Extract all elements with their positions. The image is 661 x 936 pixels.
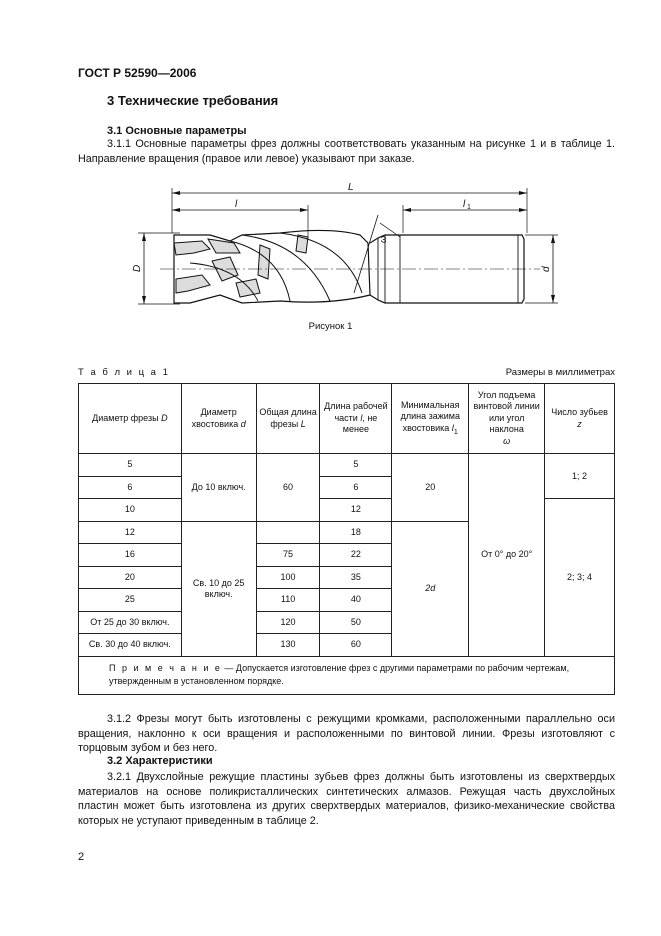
- header-shank-diameter: Диаметр хвостовика d: [181, 384, 256, 454]
- label-l1: l: [463, 199, 466, 210]
- cell-D: 12: [79, 521, 182, 544]
- header-cutter-diameter: Диаметр фрезы D: [79, 384, 182, 454]
- header-clamp-length: Минимальная длина зажима хвостовика $l_1$: [392, 384, 469, 454]
- cell-l: 6: [320, 476, 392, 499]
- parameters-table: [78, 383, 615, 695]
- table-row: [79, 454, 615, 477]
- cell-l1: 2d: [392, 521, 469, 656]
- cell-z: 2; 3; 4: [545, 499, 615, 657]
- figure-caption: Рисунок 1: [308, 321, 353, 332]
- cutter-drawing: [130, 183, 560, 313]
- cell-L: 75: [256, 544, 320, 567]
- cell-l: 60: [320, 634, 392, 657]
- table-note: [79, 656, 615, 694]
- label-l: l: [235, 199, 238, 210]
- label-omega: ω: [378, 235, 388, 243]
- label-D: D: [132, 264, 143, 272]
- cell-L: 100: [256, 566, 320, 589]
- cell-omega: От 0° до 20°: [469, 454, 545, 657]
- cell-l: 18: [320, 521, 392, 544]
- cell-l1: 20: [392, 454, 469, 522]
- table-units: Размеры в миллиметрах: [505, 367, 615, 378]
- label-l1-subscript: 1: [467, 204, 471, 211]
- cell-d: До 10 включ.: [181, 454, 256, 522]
- cell-L: 60: [256, 454, 320, 522]
- section-title: 3 Технические требования: [107, 93, 279, 108]
- subsection-title-3-1: 3.1 Основные параметры: [107, 125, 247, 137]
- cell-L: [256, 521, 320, 544]
- table-note-row: [79, 656, 615, 694]
- paragraph-3-1-2: 3.1.2 Фрезы могут быть изготовлены с режущими кромками, расположенными параллельно оси вращения, наклонно к оси вращения и расположенными по винтовой линии. Фрезы изготовляют с торцовым зубом и без него.: [78, 713, 615, 754]
- cell-D: 6: [79, 476, 182, 499]
- cell-D: 5: [79, 454, 182, 477]
- cell-l: 35: [320, 566, 392, 589]
- cell-z: 1; 2: [545, 454, 615, 499]
- label-d: d: [541, 266, 552, 272]
- cell-L: 130: [256, 634, 320, 657]
- note-label: П р и м е ч а н и е: [109, 663, 222, 673]
- standard-header: ГОСТ Р 52590—2006: [78, 66, 197, 80]
- cell-l: 40: [320, 589, 392, 612]
- cell-D: От 25 до 30 включ.: [79, 611, 182, 634]
- cell-L: 110: [256, 589, 320, 612]
- subsection-title-3-2: 3.2 Характеристики: [107, 755, 213, 767]
- cell-D: 10: [79, 499, 182, 522]
- cell-d: Св. 10 до 25 включ.: [181, 521, 256, 656]
- cell-D: Св. 30 до 40 включ.: [79, 634, 182, 657]
- cell-l: 5: [320, 454, 392, 477]
- header-total-length: Общая длина фрезы L: [256, 384, 320, 454]
- page-number: 2: [78, 851, 85, 863]
- table-header-row: [79, 384, 615, 454]
- cell-l: 50: [320, 611, 392, 634]
- cell-D: 25: [79, 589, 182, 612]
- cell-l: 22: [320, 544, 392, 567]
- header-teeth-count: Число зубьев z: [545, 384, 615, 454]
- note-text: — Допускается изготовление фрез с другими параметрами по рабочим чертежам, утвержденным в установленном порядке.: [109, 663, 570, 686]
- paragraph-3-2-1: 3.2.1 Двухслойные режущие пластины зубьев фрез должны быть изготовлены из сверхтвердых материалов на основе поликристаллических синтетических алмазов. Режущая часть двухслойных пластин может быть изготовлена из других сверхтвердых материалов, физико-механические свойства которых не уступают приведенным в таблице 2.: [78, 771, 615, 827]
- paragraph-3-1-1: 3.1.1 Основные параметры фрез должны соответствовать указанным на рисунке 1 и в таблице 1. Направление вращения (правое или левое) указывают при заказе.: [78, 138, 615, 165]
- cell-D: 20: [79, 566, 182, 589]
- table-caption: Т а б л и ц а 1: [78, 367, 170, 378]
- cell-l: 12: [320, 499, 392, 522]
- cell-L: 120: [256, 611, 320, 634]
- header-working-length: Длина рабочей части l, не менее: [320, 384, 392, 454]
- label-L: L: [348, 183, 354, 193]
- header-helix-angle: Угол подъема винтовой линии или угол наклона ω: [469, 384, 545, 454]
- cell-D: 16: [79, 544, 182, 567]
